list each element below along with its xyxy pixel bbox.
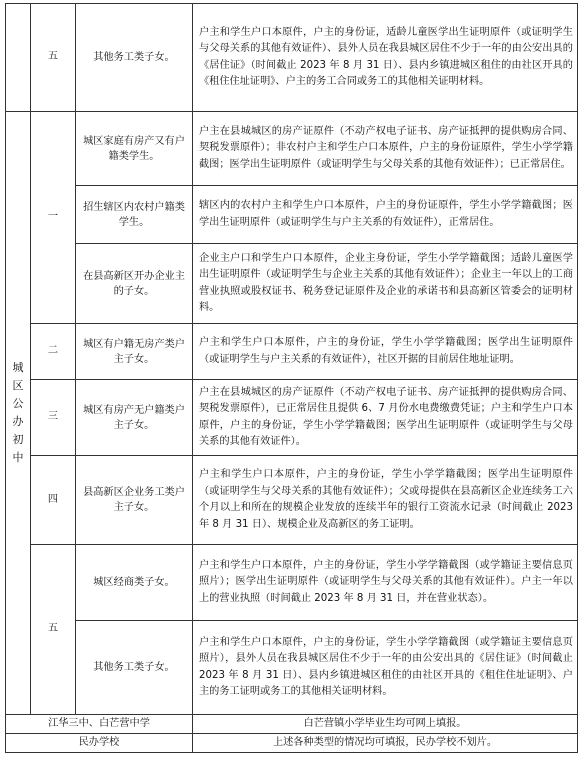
group-label-char: 城 (12, 361, 24, 374)
group-label-cell (6, 112, 31, 715)
school-label: 江华三中、白芒营中学 (6, 715, 193, 734)
group-label-char: 中 (12, 451, 24, 464)
table-row (6, 456, 578, 545)
table-row (6, 244, 578, 324)
category-label: 其他务工类子女。 (93, 662, 175, 673)
table-row (6, 186, 578, 244)
category-label: 城区有房产无户籍类户主子女。 (83, 404, 185, 431)
table-row (6, 545, 578, 621)
category-label: 城区经商类子女。 (93, 577, 175, 588)
requirement-cell: 户主和学生户口本原件，户主的身份证，学生小学学籍截图（或学籍证主要信息页照片），县外人员在我县城区居住不少于一年的由公安出具的《居住证》（时间截止 2023 年 8 月 31 日）、县内乡镇进城区租住的由社区开具的《租住住址证明》、户主的务工证明或务工的其他相关证明材料。 (193, 621, 578, 715)
table-row (6, 715, 578, 734)
category-cell (76, 456, 193, 545)
category-cell (76, 186, 193, 244)
table-row (6, 112, 578, 186)
table-row (6, 324, 578, 380)
section-number: 一 (31, 112, 76, 324)
category-cell (76, 112, 193, 186)
section-number: 四 (31, 456, 76, 545)
category-label: 在县高新区开办企业主的子女。 (83, 270, 185, 297)
category-cell (76, 324, 193, 380)
requirement-cell: 辖区内的农村户主和学生户口本原件，户主的身份证原件，学生小学学籍截图；医学出生证明原件（或证明学生与户主关系的有效证件），正常居住。 (193, 186, 578, 244)
category-label: 其他务工类子女。 (93, 52, 175, 63)
section-number: 三 (31, 380, 76, 456)
group-label-char: 区 (12, 379, 24, 392)
group-label-char: 办 (12, 415, 24, 428)
category-label: 城区家庭有房产又有户籍类学生。 (83, 135, 185, 162)
category-cell (76, 4, 193, 112)
section-number: 五 (31, 545, 76, 715)
requirement-cell: 户主和学生户口本原件，户主的身份证，学生小学学籍截图；医学出生证明原件（或证明学生与父母关系的其他有效证件）；父或母提供在县高新区企业连续务工六个月以上和所在的规模企业发放的连续半年的银行工资流水记录（时间截止 2023 年 8 月 31 日）、规模企业及高新区的务工证明。 (193, 456, 578, 545)
table-row (6, 734, 578, 753)
table-row (6, 4, 578, 112)
category-cell (76, 380, 193, 456)
requirement-cell: 户主和学生户口本原件，户主的身份证，适龄儿童医学出生证明原件（或证明学生与父母关系的其他有效证件）、县外人员在我县城区居住不少于一年的由公安出具的《居住证》（时间截止 2023 年 8 月 31 日）、县内乡镇进城区租住的由社区开具的《租住住址证明》、户主的务工合同或务工的其他相关证明材料。 (193, 4, 578, 112)
category-cell (76, 545, 193, 621)
group-label-char: 公 (12, 397, 24, 410)
section-number: 五 (31, 4, 76, 112)
category-label: 县高新区企业务工类户主子女。 (83, 487, 185, 513)
school-note: 白芒营镇小学毕业生均可网上填报。 (193, 715, 578, 734)
table-row (6, 621, 578, 715)
requirement-cell: 户主在县城城区的房产证原件（不动产权电子证书、房产证抵押的提供购房合同、契税发票原件）；非农村户主和学生户口本原件，户主的身份证原件，学生小学学籍截图；医学出生证明原件（或证明学生与父母关系的其他有效证件）；已正常居住。 (193, 112, 578, 186)
school-note: 上述各种类型的情况均可填报，民办学校不划片。 (193, 734, 578, 753)
category-cell (76, 244, 193, 324)
section-number: 二 (31, 324, 76, 380)
table-row (6, 380, 578, 456)
requirement-cell: 户主和学生户口本原件，户主的身份证，学生小学学籍截图（或学籍证主要信息页照片）；医学出生证明原件（或证明学生与父母关系的其他有效证件）。户主一年以上的营业执照（时间截止 2023 年 8 月 31 日，并在营业状态）。 (193, 545, 578, 621)
requirement-cell: 户主和学生户口本原件，户主的身份证，学生小学学籍截图；医学出生证明原件（或证明学生与户主关系的有效证件），社区开据的目前居住地址证明。 (193, 324, 578, 380)
group-cell-empty (6, 4, 31, 112)
school-label: 民办学校 (6, 734, 193, 753)
requirement-cell: 企业主户口和学生户口本原件，企业主身份证，学生小学学籍截图；适龄儿童医学出生证明原件（或证明学生与企业主关系的其他有效证件）；企业主一年以上的工商营业执照或股权证书、税务登记证原件及企业的承诺书和县高新区管委会的证明材料。 (193, 244, 578, 324)
enrollment-requirements-table (5, 3, 578, 753)
category-cell (76, 621, 193, 715)
requirement-cell: 户主在县城城区的房产证原件（不动产权电子证书、房产证抵押的提供购房合同、契税发票原件），已正常居住且提供 6、7 月份水电费缴费凭证；户主和学生户口本原件，户主的身份证，学生小学学籍截图；医学出生证明原件（或证明学生与父母关系的其他有效证件）。 (193, 380, 578, 456)
group-label-vertical (6, 361, 30, 465)
category-label: 招生辖区内农村户籍类学生。 (83, 201, 185, 228)
group-label-char: 初 (12, 433, 24, 446)
category-label: 城区有户籍无房产类户主子女。 (83, 338, 185, 365)
